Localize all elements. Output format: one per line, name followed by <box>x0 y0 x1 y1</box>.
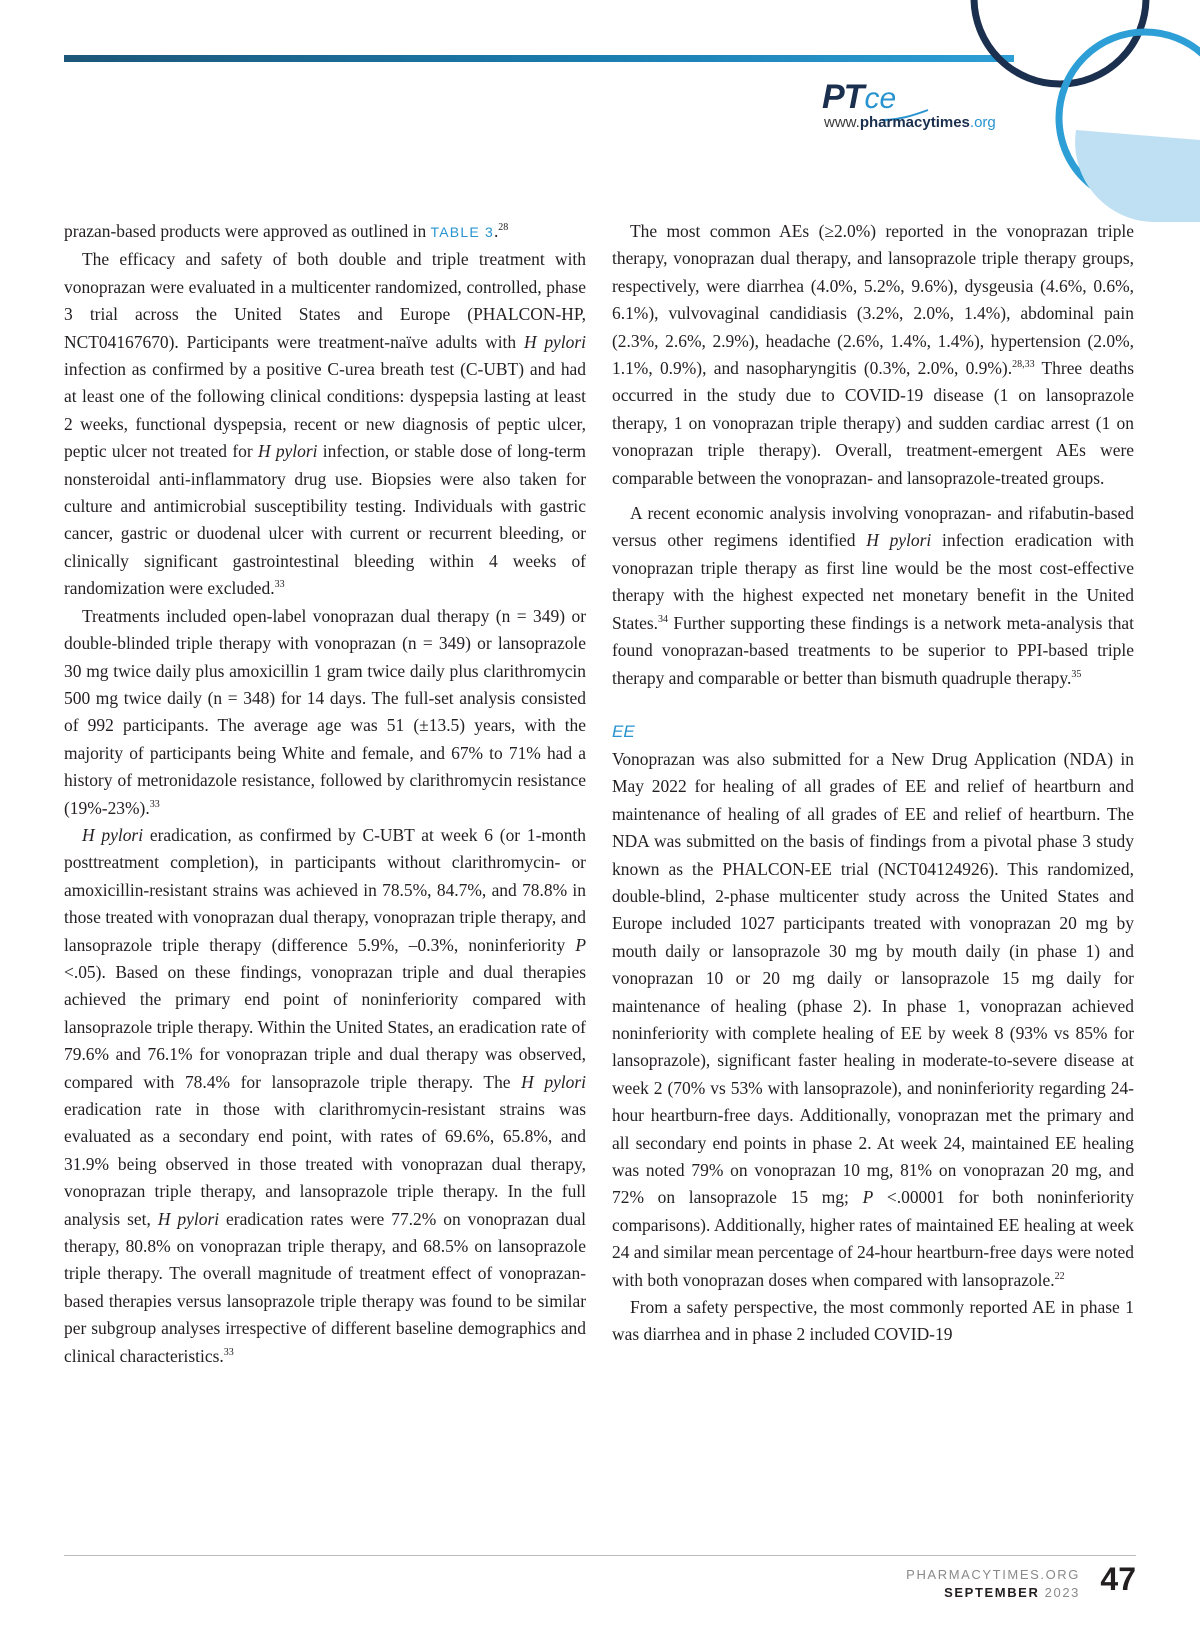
navy-circle <box>974 0 1146 84</box>
paragraph: prazan-based products were approved as outlined in TABLE 3.28 <box>64 221 509 241</box>
logo-ce: ce <box>864 82 897 115</box>
footer-rule <box>64 1555 1136 1556</box>
left-column <box>64 218 586 1370</box>
citation: 33 <box>223 1346 234 1358</box>
citation: 22 <box>1054 1270 1065 1282</box>
url-prefix: www. <box>824 114 860 131</box>
header-rule <box>64 55 1014 62</box>
citation: 33 <box>149 798 160 810</box>
page-number: 47 <box>1100 1561 1136 1597</box>
citation: 28,33 <box>1012 359 1035 371</box>
footer-month: SEPTEMBER <box>944 1585 1040 1600</box>
footer-site[interactable]: PHARMACYTIMES.ORG <box>906 1567 1080 1582</box>
footer-year: 2023 <box>1044 1585 1080 1600</box>
paragraph: H pylori eradication, as confirmed by C-UBT at week 6 (or 1-month posttreatment completion), in participants without clarithromycin- or amoxicillin-resistant strains was achieved in 78.5%, 84.7%, and 78.8% in those treated with vonoprazan dual therapy, vonoprazan triple therapy, and lansoprazole triple therapy (difference 5.9%, –0.3%, noninferiority P <.05). Based on these findings, vonoprazan triple and dual therapies achieved the primary end point of noninferiority compared with lansoprazole triple therapy. Within the United States, an eradication rate of 79.6% and 76.1% for vonoprazan triple and dual therapy was observed, compared with 78.4% for lansoprazole triple therapy. The H pylori eradication rate in those with clarithromycin-resistant strains was evaluated as a secondary end point, with rates of 69.6%, 65.8%, and 31.9% being observed in those treated with vonoprazan dual therapy, vonoprazan triple therapy, and lansoprazole triple therapy. In the full analysis set, H pylori eradication rates were 77.2% on vonoprazan dual therapy, 80.8% on vonoprazan triple therapy, and 68.5% on lansoprazole triple therapy. The overall magnitude of treatment effect of vonoprazan-based therapies versus lansoprazole triple therapy was found to be similar per subgroup analyses irrespective of different baseline demographics and clinical characteristics.$^{33}$ <box>64 824 587 1366</box>
paragraph: The efficacy and safety of both double and triple treatment with vonoprazan were evaluated in a multicenter randomized, controlled, phase 3 trial across the United States and Europe (PHALCON-HP, NCT04167670). Participants were treatment-naïve adults with H pylori infection as confirmed by a positive C-urea breath test (C-UBT) and had at least one of the following clinical conditions: dyspepsia lasting at least 2 weeks, functional dyspepsia, recent or new diagnosis of peptic ulcer, peptic ulcer not treated for H pylori infection, or stable dose of long-term nonsteroidal anti-inflammatory drug use. Biopsies were also taken for culture and antimicrobial susceptibility testing. Individuals with gastric cancer, gastric or duodenal ulcer with current or recurrent bleeding, or clinically significant gastrointestinal bleeding within 4 weeks of randomization were excluded.$^{33}$ <box>64 249 586 599</box>
right-column <box>612 218 1134 1349</box>
paragraph: Vonoprazan was also submitted for a New Drug Application (NDA) in May 2022 for healing of all grades of EE and relief of heartburn and maintenance of healing of all grades of EE and relief of heartburn. The NDA was submitted on the basis of findings from a pivotal phase 3 study known as the PHALCON-EE trial (NCT04124926). This randomized, double-blind, 2-phase multicenter study across the United States and Europe included 1027 participants treated with vonoprazan 20 mg by mouth daily or lansoprazole 30 mg by mouth daily (in phase 1) and vonoprazan 10 or 20 mg daily or lansoprazole 15 mg daily for maintenance of healing (phase 2). In phase 1, vonoprazan achieved noninferiority with complete healing of EE by week 8 (93% vs 85% for lansoprazole), significant faster healing in moderate-to-severe disease at week 2 (70% vs 53% with lansoprazole), and noninferiority regarding 24-hour heartburn-free days. Additionally, vonoprazan met the primary and all secondary end points in phase 2. At week 24, maintained EE healing was noted 79% on vonoprazan 10 mg, 81% on vonoprazan 20 mg, and 72% on lansoprazole 15 mg; P <.00001 for both noninferiority comparisons). Additionally, higher rates of maintained EE healing at week 24 and similar mean percentage of 24-hour heartburn-free days were noted with both vonoprazan doses when compared with lansoprazole.$^{22}$ <box>612 748 1134 1290</box>
table-3-link[interactable]: TABLE 3 <box>430 224 494 240</box>
url-tld: .org <box>969 114 996 131</box>
section-heading-ee: EE <box>612 721 635 741</box>
logo-pt: PT <box>822 78 864 116</box>
citation: 35 <box>1071 668 1082 680</box>
paragraph: From a safety perspective, the most commonly reported AE in phase 1 was diarrhea and in phase 2 included COVID-19 <box>612 1297 1134 1345</box>
light-blue-arc <box>1075 130 1200 222</box>
paragraph: Treatments included open-label vonoprazan dual therapy (n = 349) or double-blinded triple therapy with vonoprazan (n = 349) or lansoprazole 30 mg twice daily plus amoxicillin 1 gram twice daily plus clarithromycin 500 mg twice daily (n = 348) for 14 days. The full-set analysis consisted of 992 participants. The average age was 51 (±13.5) years, with the majority of participants being White and female, and 67% to 71% had a history of metronidazole resistance, followed by clarithromycin resistance (19%-23%).$^{33}$ <box>64 605 586 818</box>
url-domain: pharmacytimes <box>859 114 970 131</box>
citation: 28 <box>498 222 509 233</box>
paragraph: The most common AEs (≥2.0%) reported in the vonoprazan triple therapy, vonoprazan dual therapy, and lansoprazole triple therapy groups, respectively, were diarrhea (4.0%, 5.2%, 9.6%), dysgeusia (4.6%, 0.6%, 6.1%), vulvovaginal candidiasis (3.2%, 2.0%, 1.4%), abdominal pain (2.3%, 2.6%, 2.9%), headache (2.6%, 1.4%, 1.4%), hypertension (2.0%, 1.1%, 0.9%), and nasopharyngitis (0.3%, 2.0%, 0.9%).$^{28,33}$ Three deaths occurred in the study due to COVID-19 disease (1 on lansoprazole therapy, 1 on vonoprazan triple therapy) and sudden cardiac arrest (1 on vonoprazan triple therapy). Overall, treatment-emergent AEs were comparable between the vonoprazan- and lansoprazole-treated groups. <box>612 221 1134 488</box>
logo-url <box>824 114 996 131</box>
citation: 34 <box>658 613 669 625</box>
footer-date <box>944 1585 1080 1600</box>
paragraph: A recent economic analysis involving vonoprazan- and rifabutin-based versus other regimens identified H pylori infection eradication with vonoprazan triple therapy as first line would be the most cost-effective therapy with the highest expected net monetary benefit in the United States.$^{34}$ Further supporting these findings is a network meta-analysis that found vonoprazan-based treatments to be superior to PPI-based triple therapy and comparable or better than bismuth quadruple therapy.$^{35}$ <box>612 503 1135 688</box>
citation: 33 <box>274 579 285 591</box>
